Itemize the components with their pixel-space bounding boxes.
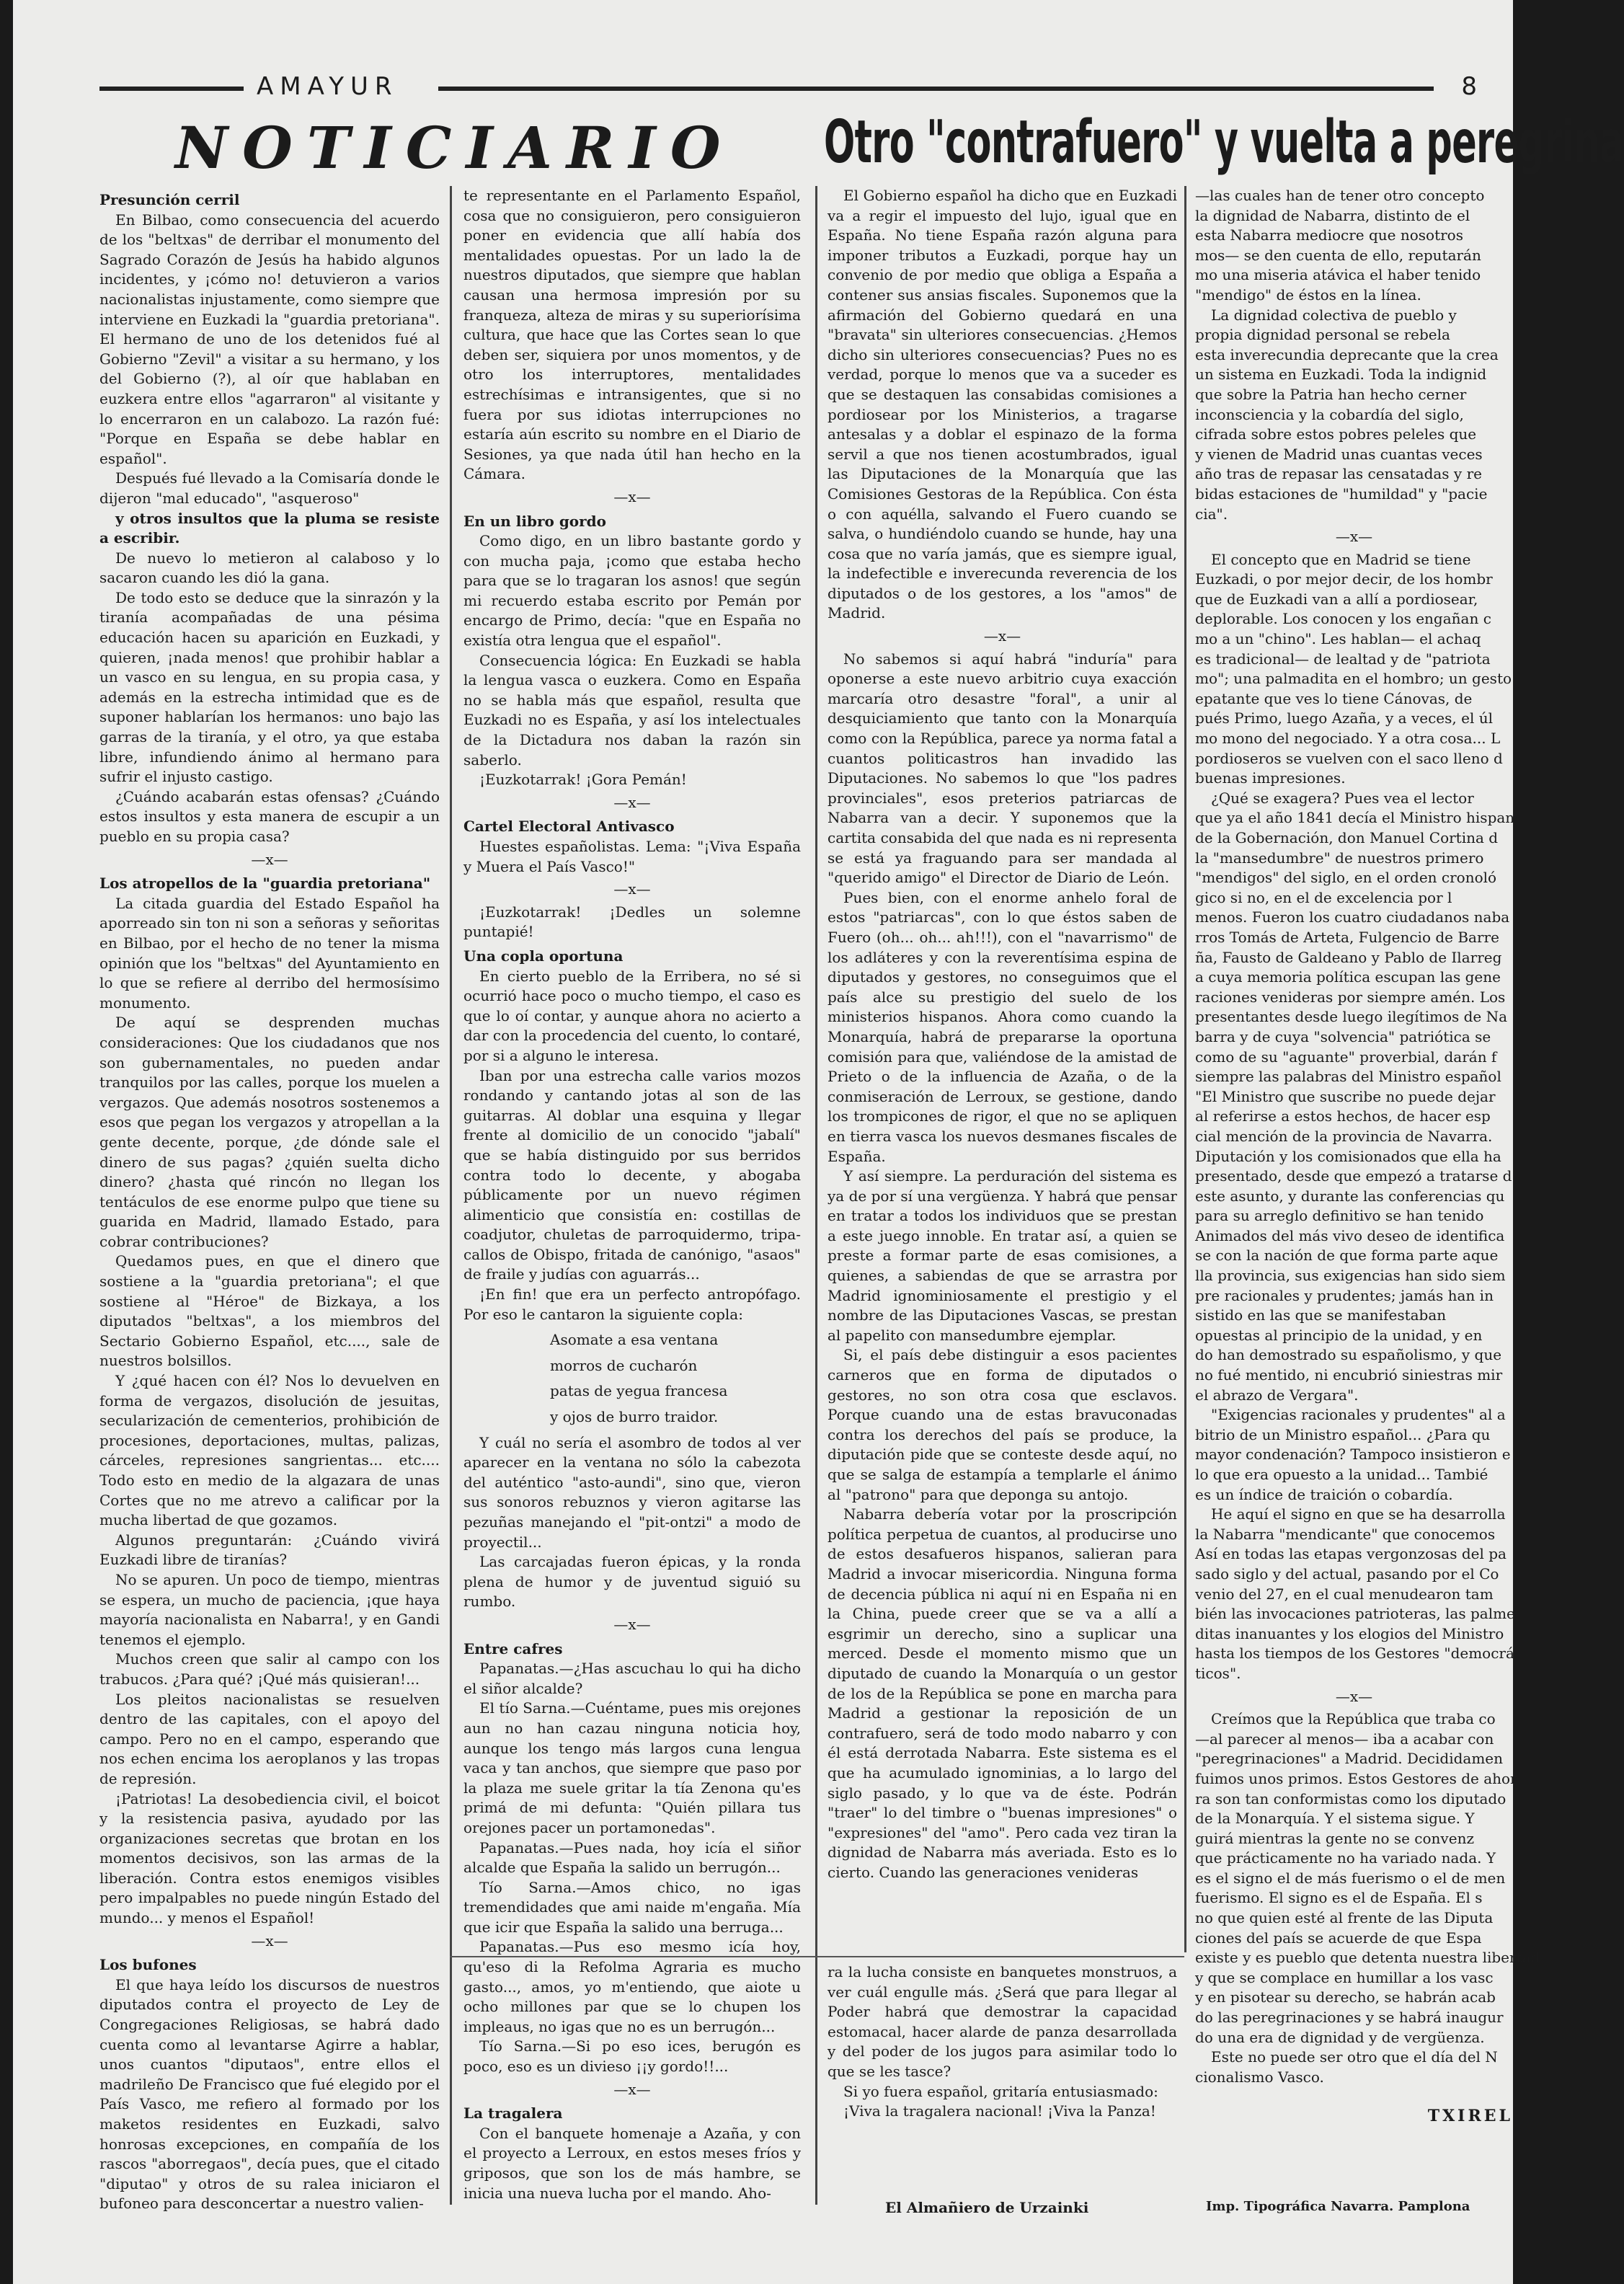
section-heading: Cartel Electoral Antivasco <box>463 818 675 836</box>
paragraph: lla provincia, sus exigencias han sido siem <box>1195 1267 1506 1285</box>
paragraph: Este no puede ser otro que el día del N <box>1211 2048 1498 2066</box>
paragraph: existe y es pueblo que detenta nuestra libertad <box>1195 1949 1540 1967</box>
paragraph: buenas impresiones. <box>1195 769 1346 787</box>
paragraph: es el signo el de más fuerismo o el de men <box>1195 1869 1506 1887</box>
paragraph: pordioseros se vuelven con el saco lleno d <box>1195 749 1503 767</box>
paragraph: cia". <box>1195 505 1228 523</box>
verse-line: Asomate a esa ventana <box>550 1331 719 1349</box>
paragraph: de la Gobernación, don Manuel Cortina d <box>1195 829 1499 846</box>
paragraph: te representante en el Parlamento Español, cosa que no consiguieron, pero consiguieron poner en evidencia que allí había dos mentalidades opuestas. Por un lado la de nuestros diputados, que siempre que hablan causan una hermosa impresión por su franqueza, alteza de miras y su superiorísima cultura, que hace que las Cortes sean lo que deben ser, siquiera por unos momentos, y de otro los interruptores, mentalidades estrechísimas e intransigentes, que si no fuera por sus idiotas interrupciones no estaría aún escrito su nombre en el Diario de Sesiones, ya que nada útil han hecho en la Cámara. <box>463 187 801 483</box>
paragraph: Y ¿qué hacen con él? Nos lo devuelven en forma de vergazos, disolución de jesuitas, secularización de cementerios, prohibición de procesiones, deportaciones, multas, palizas, cárceles, represiones sangrientas... etc.... Todo esto en medio de la algazara de unas Cortes que no me atrevo a calificar por la mucha libertad de que gozamos. <box>99 1372 440 1529</box>
paragraph: es un índice de traición o cobardía. <box>1195 1485 1453 1503</box>
section-separator: —x— <box>613 880 651 898</box>
paragraph: Diputación y los comisionados que ella ha <box>1195 1147 1501 1165</box>
paragraph: Papanatas.—Pues nada, hoy icía el siñor alcalde que España la salido un berrugón... <box>463 1838 801 1877</box>
paragraph: Euzkadi, o por mejor decir, de los hombr <box>1195 570 1493 588</box>
paragraph: bién las invocaciones patrioteras, las palme <box>1195 1605 1515 1623</box>
paragraph: esta Nabarra mediocre que nosotros <box>1195 226 1463 244</box>
column-1 <box>99 186 440 2214</box>
paragraph: ¡Viva la tragalera nacional! ¡Viva la Panza! <box>843 2102 1156 2120</box>
paragraph: hasta los tiempos de los Gestores "democrá <box>1195 1645 1514 1663</box>
paragraph: Y así siempre. La perduración del sistema es ya de por sí una vergüenza. Y habrá que pensar en tratar a todos los individuos que se prestan a este juego innoble. En tratar así, a quien se preste a formar parte de esas comisiones, a quienes, a sabiendas de que se arrastra por Madrid ignominiosamente el prestigio y el nombre de las Diputaciones Vascas, se prestan al papelito con mansedumbre ejemplar. <box>827 1167 1177 1344</box>
paragraph: bidas estaciones de "humildad" y "pacie <box>1195 484 1488 503</box>
paragraph: "peregrinaciones" a Madrid. Decididamen <box>1195 1750 1504 1768</box>
section-separator: —x— <box>983 627 1021 645</box>
column-divider-horizontal <box>450 1956 1184 1957</box>
column-3-bottom <box>827 1962 1177 2122</box>
paragraph: que prácticamente no ha variado nada. Y <box>1195 1849 1496 1867</box>
page-header <box>85 72 1499 101</box>
paragraph: ¡Euzkotarrak! ¡Gora Pemán! <box>479 771 687 789</box>
paragraph: Tío Sarna.—Si po eso ices, berugón es poco, eso es un divieso ¡¡y gordo!!... <box>463 2037 801 2076</box>
paragraph: y vienen de Madrid unas cuantas veces <box>1195 445 1483 463</box>
section-separator: —x— <box>613 487 651 505</box>
column-2 <box>463 186 801 2203</box>
paragraph: como de su "aguante" proverbial, darán f <box>1195 1048 1497 1066</box>
page-number: 8 <box>1461 72 1477 101</box>
paragraph: El tío Sarna.—Cuéntame, pues mis orejones aun no han cazau ninguna noticia hoy, aunque los tengo más largos cuna lengua vaca y tan anchos, que siempre que paso por la plaza me suele gritar la tía Zenona qu'es primá de mi defunta: "Quién pillara tus orejones pacer un portamonedas". <box>463 1699 801 1836</box>
paragraph: que sobre la Patria han hecho cerner <box>1195 385 1467 403</box>
paragraph: pués Primo, luego Azaña, y a veces, el úl <box>1195 709 1493 727</box>
section-separator: —x— <box>1335 528 1373 546</box>
column-3-signature: El Almañiero de Urzainki <box>885 2199 1089 2216</box>
paragraph: a cuya memoria política escupan las gene <box>1195 968 1501 986</box>
paragraph: De todo esto se deduce que la sinrazón y la tiranía acompañadas de una pésima educación hacen su aparición en Euzkadi, y quieren, ¡nada menos! que prohibir hablar a un vasco en su lengua, en su propia casa, y además en la estrecha intimidad que es de suponer hablarían los hermanos: uno bajo las garras de la tiranía, y el otro, ya que estaba libre, infundiendo ánimo al hermano para sufrir el injusto castigo. <box>99 588 440 786</box>
verse-line: patas de yegua francesa <box>550 1382 728 1400</box>
paragraph: opuestas al principio de la unidad, y en <box>1195 1326 1483 1344</box>
paragraph: inconsciencia y la cobardía del siglo, <box>1195 405 1464 423</box>
paragraph: y que se complace en humillar a los vasc <box>1195 1968 1494 1986</box>
paragraph: pre racionales y prudentes; jamás han in <box>1195 1286 1494 1304</box>
paragraph: año tras de repasar las censatadas y re <box>1195 465 1482 483</box>
column-4-signature: TXIREL <box>1427 2107 1513 2125</box>
paragraph: mayor condenación? Tampoco insistieron e <box>1195 1446 1511 1464</box>
paragraph: cionalismo Vasco. <box>1195 2068 1324 2086</box>
paragraph: rros Tomás de Arteta, Fulgencio de Barre <box>1195 928 1499 946</box>
paragraph: la Nabarra "mendicante" que conocemos <box>1195 1525 1496 1543</box>
paragraph: do una era de dignidad y de vergüenza. <box>1195 2028 1485 2046</box>
paragraph: El que haya leído los discursos de nuestros diputados contra el proyecto de Ley de Congregaciones Religiosas, se habrá dado cuenta como al levantarse Agirre a hablar, unos cuantos "diputaos", entre ellos el madrileño De Francisco que fué elegido por el País Vasco, me refiero al formado por los maketos residentes en Euzkadi, salvo honrosas excepciones, en compañía de los rascos "aborregaos", decía pues, que el citado "diputao" y otros de su ralea iniciaron el bufoneo para desconcertar a nuestro valien- <box>99 1975 440 2213</box>
paragraph: sado siglo y del actual, pasando por el Co <box>1195 1564 1499 1583</box>
paragraph: epatante que ves lo tiene Cánovas, de <box>1195 689 1473 707</box>
paragraph: presentado, desde que empezó a tratarse d <box>1195 1167 1512 1185</box>
section-separator: —x— <box>613 2080 651 2098</box>
paragraph: Quedamos pues, en que el dinero que sostiene a la "guardia pretoriana"; el que sostiene al "Héroe" de Bizkaya, a los diputados "beltxas", a los miembros del Sectario Gobierno Español, etc...., sale de nuestros bolsillos. <box>99 1252 440 1370</box>
paragraph: "El Ministro que suscribe no puede dejar <box>1195 1087 1496 1105</box>
paragraph: bitrio de un Ministro español... ¿Para qu <box>1195 1425 1491 1443</box>
column-divider <box>450 186 452 2205</box>
column-4 <box>1195 186 1540 2087</box>
paragraph: propia dignidad personal se rebela <box>1195 326 1450 344</box>
section-heading: Una copla oportuna <box>463 947 624 965</box>
paragraph: barra y de cuya "solvencia" patriótica se <box>1195 1027 1491 1045</box>
paragraph: el abrazo de Vergara". <box>1195 1386 1359 1404</box>
paragraph: ¡Euzkotarrak! ¡Dedles un solemne puntapié! <box>463 903 801 941</box>
paragraph: es tradicional— de lealtad y de "patriota <box>1195 650 1491 668</box>
paragraph: presentantes desde luego ilegítimos de Na <box>1195 1008 1508 1026</box>
paragraph: En Bilbao, como consecuencia del acuerdo de los "beltxas" de derribar el monumento del Sagrado Corazón de Jesús ha habido algunos incidentes, y ¡cómo no! detuvieron a varios nacionalistas injustamente, como siempre que interviene en Euzkadi la "guardia pretoriana". El hermano de uno de los detenidos fué al Gobierno "Zevil" a visitar a su hermano, y los del Gobierno (?), al oír que hablaban en euzkera entre ellos "agarraron" al visitante y lo encerraron en un calabozo. La razón fué: "Porque en España se debe hablar en español". <box>99 211 440 467</box>
paragraph: Consecuencia lógica: En Euzkadi se habla la lengua vasca o euzkera. Como en España no se habla más que español, resulta que Euzkadi no es España, y así los intelectuales de la Dictadura nos daban la razón sin saberlo. <box>463 651 801 769</box>
paragraph: fuimos unos primos. Estos Gestores de ahor <box>1195 1769 1517 1787</box>
paragraph: De nuevo lo metieron al calaboso y lo sacaron cuando les dió la gana. <box>99 549 440 587</box>
paragraph: mo"; una palmadita en el hombro; un gesto <box>1195 670 1512 688</box>
section-separator: —x— <box>613 1615 651 1633</box>
paragraph: cial mención de la provincia de Navarra. <box>1195 1127 1493 1145</box>
paragraph: esta inverecundia deprecante que la crea <box>1195 345 1499 363</box>
paragraph: la dignidad de Nabarra, distinto de el <box>1195 206 1470 224</box>
paragraph: ra la lucha consiste en banquetes monstruos, a ver cuál engulle más. ¿Será que para llegar al Poder habrá que demostrar la capacidad estomacal, hacer alarde de panza desarrollada y del poder de los jugos para asimilar todo lo que se les tasce? <box>827 1963 1177 2080</box>
paragraph: De aquí se desprenden muchas consideraciones: Que los ciudadanos que nos son gubernamentales, no pueden andar tranquilos por las calles, porque los muelen a vergazos. Que además nosotros sostenemos a esos que pegan los vergazos y atropellan a la gente decente, porque, ¿de dónde sale el dinero de sus pagas? ¿quién suelta dicho dinero? ¿hasta qué rincón no llegan los tentáculos de ese enorme pulpo que tiene su guarida en Madrid, llamado Estado, para cobrar contribuciones? <box>99 1014 440 1250</box>
section-separator: —x— <box>251 850 288 868</box>
header-rule-right <box>438 87 1434 91</box>
paragraph: Creímos que la República que traba co <box>1211 1710 1496 1728</box>
paragraph: ciones del país se acuerde de que Espa <box>1195 1929 1482 1947</box>
paragraph: menos. Fueron los cuatro ciudadanos naba <box>1195 908 1510 926</box>
paragraph: Algunos preguntarán: ¿Cuándo vivirá Euzkadi libre de tiranías? <box>99 1531 440 1569</box>
paragraph: que de Euzkadi van a allí a pordiosear, <box>1195 590 1478 608</box>
paragraph: gico si no, en el de excelencia por l <box>1195 888 1452 906</box>
paragraph: He aquí el signo en que se ha desarrolla <box>1211 1505 1506 1523</box>
paragraph: Si, el país debe distinguir a esos pacientes carneros que en forma de diputados o gestores, no son otra cosa que esclavos. Porque cuando una de estas bravuconadas contra los derechos del país se produce, la diputación pide que se conteste desde aquí, no que se salga de estampía a templarle el ánimo al "patrono" para que deponga su antojo. <box>827 1346 1177 1503</box>
paragraph: un sistema en Euzkadi. Toda la indignid <box>1195 366 1487 384</box>
paragraph: El Gobierno español ha dicho que en Euzkadi va a regir el impuesto del lujo, igual que en España. No tiene España razón alguna para imponer tributos a Euzkadi, porque hay un convenio de por medio que obliga a España a contener sus ansias fiscales. Suponemos que la afirmación del Gobierno quedará en una "bravata" sin ulteriores consecuencias. ¿Hemos dicho sin ulteriores consecuencias? Pues no es verdad, porque lo menos que va a suceder es que se destaquen las consabidas comisiones a pordiosear por los Ministerios, a tragarse antesalas y a doblar el espinazo de la forma servil a que nos tienen acostumbrados, igual las Diputaciones de la Monarquía que las Comisiones Gestoras de la República. Con ésta o con aquélla, salvando el Fuero cuando se salva, o hundiéndolo cuando se hunde, hay una cosa que no varía jamás, que es siempre igual, la indefectible e inverecunda reverencia de los diputados o de los gestores, a los "amos" de Madrid. <box>827 187 1177 622</box>
printer-footer: Imp. Tipográfica Navarra. Pamplona <box>1206 2199 1470 2214</box>
paragraph: Papanatas.—¿Has ascuchau lo qui ha dicho el siñor alcalde? <box>463 1660 801 1697</box>
section-separator: —x— <box>251 1931 288 1949</box>
paragraph: Las carcajadas fueron épicas, y la ronda plena de humor y de juventud siguió su rumbo. <box>463 1553 801 1611</box>
verse-line: y ojos de burro traidor. <box>550 1408 719 1426</box>
paragraph: mos— se den cuenta de ello, reputarán <box>1195 246 1481 264</box>
newspaper-page <box>13 0 1624 2284</box>
paragraph: guirá mientras la gente no se convenz <box>1195 1829 1474 1847</box>
paragraph: "Exigencias racionales y prudentes" al a <box>1211 1406 1506 1424</box>
paragraph: No se apuren. Un poco de tiempo, mientras se espera, un mucho de paciencia, ¡que haya mayoría nacionalista en Nabarra!, y en Gandi tenemos el ejemplo. <box>99 1570 440 1648</box>
paragraph: lo que era opuesto a la unidad... Tambié <box>1195 1466 1488 1483</box>
paragraph: sistido en las que se manifestaban <box>1195 1306 1447 1324</box>
paragraph: Pues bien, con el enorme anhelo foral de estos "patriarcas", con lo que éstos saben de Fuero (oh... oh... ah!!!), con el "navarrismo" de los adláteres y con la reverentísima espina de diputados y gestores, no conseguimos que el país alce su prestigio del suelo de los ministerios hispanos. Ahora como cuando la Monarquía, habrá de prepararse la oportuna comisión para que, valiéndose de la amistad de Prieto o de la influencia de Azaña, o de la conmiseración de Lerroux, se gestione, dando los trompicones de rigor, el que no se apliquen en tierra vasca los nuevos desmanes fiscales de España. <box>827 888 1177 1165</box>
paragraph: Como digo, en un libro bastante gordo y con mucha paja, ¡como que estaba hecho para que se lo tragaran los asnos! que según mi recuerdo estaba escrito por Pemán por encargo de Primo, decía: "que en España no existía otra lengua que el español". <box>463 532 801 650</box>
paragraph: cifrada sobre estos pobres peleles que <box>1195 425 1477 443</box>
paragraph: no que quien esté al frente de las Diputa <box>1195 1909 1494 1927</box>
paragraph: —las cuales han de tener otro concepto <box>1195 187 1485 204</box>
column-divider <box>1184 186 1186 1952</box>
section-separator: —x— <box>1335 1687 1373 1705</box>
paragraph: do las peregrinaciones y se habrá inaugur <box>1195 2009 1504 2027</box>
paragraph: No sabemos si aquí habrá "induría" para oponerse a este nuevo arbitrio cuya exacción marcaría otro desastre "foral", a unir al desquiciamiento que tanto con la Monarquía como con la República, parece ya norma fatal a cuantos politicastros han invadido las Diputaciones. No sabemos lo que "los padres provinciales", esos preterios patriarcas de Nabarra van a decir. Y suponemos que la cartita consabida del que nada es ni representa se está ya fraguando para ser mandada al "querido amigo" el Director de Diario de León. <box>827 650 1177 887</box>
masthead: AMAYUR <box>257 72 399 101</box>
section-separator: —x— <box>613 793 651 811</box>
paragraph: siempre las palabras del Ministro español <box>1195 1068 1501 1086</box>
paragraph: Los pleitos nacionalistas se resuelven dentro de las capitales, con el apoyo del campo. Pero no en el campo, esperando que nos echen encima los aeroplanos y las tropas de represión. <box>99 1690 440 1787</box>
paragraph: Muchos creen que salir al campo con los trabucos. ¿Para qué? ¡Qué más quisieran!... <box>99 1650 440 1688</box>
paragraph: "mendigo" de éstos en la línea. <box>1195 286 1421 304</box>
paragraph: y en pisotear su derecho, se habrán acab <box>1195 1988 1496 2006</box>
paragraph: La citada guardia del Estado Español ha aporreado sin ton ni son a señoras y señoritas en Bilbao, por el hecho de no tener la misma opinión que los "beltxas" del Ayuntamiento en lo que se refiere al derribo del hermosísimo monumento. <box>99 894 440 1012</box>
paragraph: Tío Sarna.—Amos chico, no igas tremendidades que ami naide m'engaña. Mía que icir que España la salido una berruga... <box>463 1878 801 1936</box>
noticiario-title: NOTICIARIO <box>175 114 735 182</box>
paragraph: Y cuál no sería el asombro de todos al ver aparecer en la ventana no sólo la cabezota del auténtico "asto-aundi", sino que, vieron sus sonoros rebuznos y vieron agitarse las pezuñas manejando el "pit-ontzi" a modo de proyectil... <box>463 1433 801 1551</box>
paragraph: El concepto que en Madrid se tiene <box>1211 550 1471 568</box>
paragraph: que ya el año 1841 decía el Ministro hispan <box>1195 809 1515 827</box>
paragraph: raciones venideras por siempre amén. Los <box>1195 988 1506 1006</box>
paragraph: ña, Fausto de Galdeano y Pablo de Ilarreg <box>1195 948 1502 966</box>
header-rule-left <box>99 87 244 91</box>
paragraph: para su arreglo definitivo se han tenido <box>1195 1207 1484 1225</box>
paragraph: Si yo fuera español, gritaría entusiasmado: <box>843 2082 1158 2100</box>
paragraph: mo mono del negociado. Y a otra cosa... L <box>1195 730 1501 748</box>
paragraph: venio del 27, en el cual menudearon tam <box>1195 1585 1494 1603</box>
paragraph: este asunto, y durante las conferencias qu <box>1195 1187 1505 1205</box>
paragraph: La dignidad colectiva de pueblo y <box>1211 306 1457 324</box>
paragraph: ra son tan conformistas como los diputado <box>1195 1789 1507 1807</box>
paragraph: ¡En fin! que era un perfecto antropófago. Por eso le cantaron la siguiente copla: <box>463 1285 801 1323</box>
section-heading: Los bufones <box>99 1956 197 1974</box>
article-title: Otro "contrafuero" y vuelta a peregrina <box>824 108 1624 177</box>
section-heading: Presunción cerril <box>99 191 240 208</box>
paragraph: ditas inanuantes y los elogios del Ministro <box>1195 1624 1504 1642</box>
paragraph: y otros insultos que la pluma se resiste a escribir. <box>99 509 440 547</box>
paragraph: —al parecer al menos— iba a acabar con <box>1195 1730 1494 1748</box>
paragraph: "mendigos" del siglo, en el orden cronoló <box>1195 869 1497 887</box>
paragraph: Con el banquete homenaje a Azaña, y con el proyecto a Lerroux, en estos meses fríos y griposos, que son los de más hambre, se inicia una nueva lucha por el mando. Aho- <box>463 2124 801 2202</box>
paragraph: fuerismo. El signo es el de España. El s <box>1195 1889 1483 1907</box>
paragraph: En cierto pueblo de la Erribera, no sé si ocurrió hace poco o mucho tiempo, el caso es que lo oí contar, y aunque ahora no acierto a dar con la procedencia del cuento, lo contaré, por si a alguno le interesa. <box>463 967 801 1064</box>
paragraph: no fué mentido, ni encubrió siniestras mir <box>1195 1366 1503 1384</box>
paragraph: Iban por una estrecha calle varios mozos rondando y cantando jotas al son de las guitarras. Al doblar una esquina y llegar frente al domicilio de un conocido "jabalí" que se había distinguido por sus berridos contra todo lo decente, y abogaba públicamente por un nuevo régimen alimenticio que consistía en: costillas de coadjutor, chuletas de parroquidermo, tripa-callos de Obispo, fritada de canónigo, "asaos" de fraile y judías con aguarrás... <box>463 1066 801 1283</box>
paragraph: Nabarra debería votar por la proscripción política perpetua de cuantos, al producirse uno de estos desafueros hispanos, salieran para Madrid a invocar misericordia. Ninguna forma de decencia pública ni aquí ni en España ni en la China, puede creer que se va a allí a esgrimir un derecho, sino a suplicar una merced. Desde el momento mismo que un diputado de cuando la Monarquía o un gestor de los de la República se pone en marcha para Madrid a gestionar la reposición de un contrafuero, será de todo modo nabarro y con él está derrotada Nabarra. Este sistema es el que ha acumulado ignominias, a lo largo del siglo pasado, y lo que va de éste. Podrán "traer" lo del timbre o "buenas impresiones" o "expresiones" del "amo". Pero cada vez tiran la dignidad de Nabarra más averiada. Esto es lo cierto. Cuando las generaciones venideras <box>827 1505 1177 1881</box>
paragraph: Papanatas.—Pus eso mesmo icía hoy, qu'eso di la Refolma Agraria es mucho gasto..., amos, yo m'entiendo, que aiote u ocho millones par que se lo chupen los impleaus, no igas que no es un berrugón... <box>463 1938 801 2035</box>
section-heading: Entre cafres <box>463 1639 563 1657</box>
section-heading: En un libro gordo <box>463 512 606 530</box>
paragraph: Animados del más vivo deseo de identifica <box>1195 1226 1505 1244</box>
column-3 <box>827 186 1177 1882</box>
section-heading: Los atropellos de la "guardia pretoriana" <box>99 875 431 893</box>
paragraph: do han demostrado su españolismo, y que <box>1195 1346 1502 1364</box>
paragraph: de la Monarquía. Y el sistema sigue. Y <box>1195 1810 1475 1828</box>
paragraph: mo una miseria atávica el haber tenido <box>1195 266 1481 284</box>
paragraph: Así en todas las etapas vergonzosas del pa <box>1195 1545 1507 1563</box>
paragraph: ¿Cuándo acabarán estas ofensas? ¿Cuándo estos insultos y esta manera de escupir a un pueblo en su propia casa? <box>99 787 440 845</box>
paragraph: ¿Qué se exagera? Pues vea el lector <box>1211 789 1474 807</box>
paragraph: Después fué llevado a la Comisaría donde le dijeron "mal educado", "asqueroso" <box>99 469 440 507</box>
paragraph: Huestes españolistas. Lema: "¡Viva España y Muera el País Vasco!" <box>463 838 801 875</box>
paragraph: mo a un "chino". Les hablan— el achaq <box>1195 630 1481 648</box>
paragraph: deplorable. Los conocen y los engañan c <box>1195 610 1491 628</box>
paragraph: al referirse a estos hechos, de hacer esp <box>1195 1107 1491 1125</box>
verse-line: morros de cucharón <box>550 1356 698 1374</box>
paragraph: la "mansedumbre" de nuestros primero <box>1195 849 1484 867</box>
section-heading: La tragalera <box>463 2104 563 2123</box>
paragraph: se con la nación de que forma parte aque <box>1195 1247 1499 1265</box>
column-divider <box>815 186 817 2205</box>
paragraph: ¡Patriotas! La desobediencia civil, el boicot y la resistencia pasiva, ayudado por las organizaciones secretas que brotan en los momentos decisivos, son las armas de la liberación. Contra estos enemigos visibles pero impalpables no puede ningún Estado del mundo... y menos el Español! <box>99 1789 440 1927</box>
paragraph: ticos". <box>1195 1664 1241 1682</box>
